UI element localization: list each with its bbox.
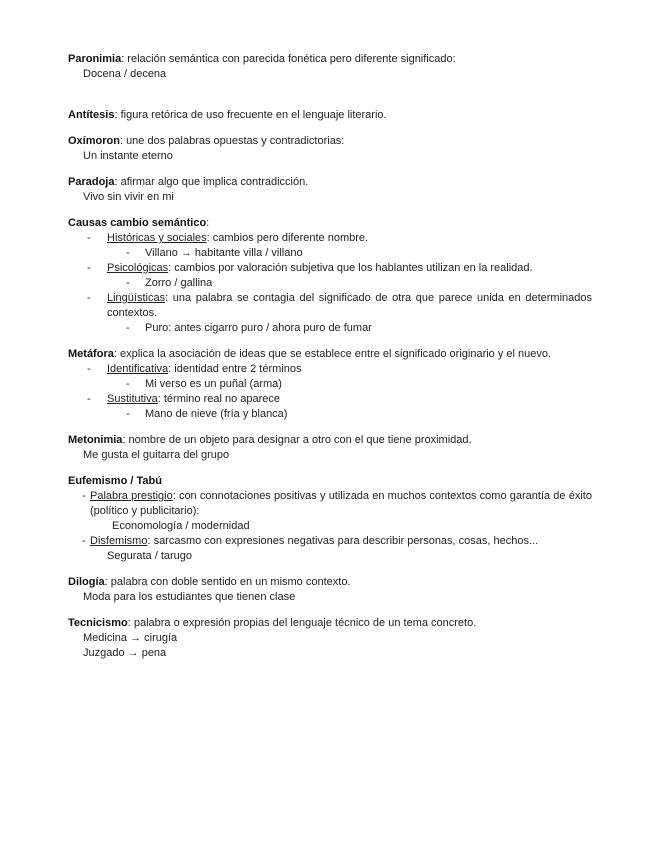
metonimia-example: Me gusta el guitarra del grupo — [83, 449, 230, 461]
list-item: - Psicológicas: cambios por valoración subjetiva que los hablantes utilizan en la realidad. — [87, 262, 533, 274]
item-text: : término real no aparece — [157, 393, 281, 405]
sub-item-text: Economología / modernidad — [112, 520, 250, 532]
item-label: Palabra prestigio — [90, 490, 173, 502]
term: Metáfora — [68, 348, 114, 360]
term: Antítesis — [68, 109, 115, 121]
list-item: - Palabra prestigio: con connotaciones positivas y utilizada en muchos contextos como garantía de éxito (político y publicitario): — [82, 490, 592, 517]
list-item: - Sustitutiva: término real no aparece — [87, 393, 281, 405]
list-item: - Disfemismo: sarcasmo con expresiones negativas para describir personas, cosas, hechos... — [82, 535, 539, 547]
definition-text: : afirmar algo que implica contradicción. — [114, 176, 309, 188]
list-item: - Lingüísticas: una palabra se contagia del significado de otra que parece unida en determinados contextos. — [87, 292, 592, 319]
sub-list-item: - Mi verso es un puñal (arma) — [126, 378, 282, 390]
item-label: Disfemismo — [90, 535, 148, 547]
item-label: Históricas y sociales — [107, 232, 207, 244]
term: Paronimia — [68, 53, 122, 65]
sub-item-text: Villano → habitante villa / villano — [145, 247, 303, 259]
sub-item-text: Puro: antes cigarro puro / ahora puro de fumar — [145, 322, 372, 334]
sub-item-text: Mi verso es un puñal (arma) — [145, 378, 282, 390]
definition-text: : nombre de un objeto para designar a otro con el que tiene proximidad. — [122, 434, 472, 446]
oximoron-example: Un instante eterno — [83, 150, 173, 162]
tecnicismo-example: Juzgado → pena — [83, 647, 167, 659]
metafora-definition — [68, 347, 592, 362]
metonimia-definition — [68, 433, 592, 448]
item-text: : sarcasmo con expresiones negativas para describir personas, cosas, hechos... — [147, 535, 539, 547]
item-label: Psicológicas — [107, 262, 169, 274]
sub-item-text: Zorro / gallina — [145, 277, 213, 289]
paronimia-example: Docena / decena — [83, 68, 167, 80]
sub-list-item: - Puro: antes cigarro puro / ahora puro de fumar — [126, 322, 372, 334]
sub-list-item: - Mano de nieve (fría y blanca) — [126, 408, 288, 420]
list-item: - Identificativa: identidad entre 2 términos — [87, 363, 302, 375]
paronimia-definition — [68, 52, 592, 67]
definition-text: : palabra o expresión propias del lenguaje técnico de un tema concreto. — [127, 617, 477, 629]
heading-colon: : — [206, 217, 210, 229]
sub-list-item: - Villano → habitante villa / villano — [126, 247, 303, 259]
term: Paradoja — [68, 176, 115, 188]
term: Dilogía — [68, 576, 105, 588]
dilogia-definition — [68, 575, 592, 590]
item-text: : cambios por valoración subjetiva que los hablantes utilizan en la realidad. — [168, 262, 533, 274]
sub-item-text: Mano de nieve (fría y blanca) — [145, 408, 288, 420]
tecnicismo-definition — [68, 616, 592, 631]
tecnicismo-example: Medicina → cirugía — [83, 632, 178, 644]
term: Causas cambio semántico — [68, 217, 207, 229]
term: Metonimia — [68, 434, 123, 446]
item-label: Identificativa — [107, 363, 169, 375]
item-text: : una palabra se contagia del significado de otra que parece unida en determinados contextos. — [107, 292, 592, 319]
definition-text: : palabra con doble sentido en un mismo contexto. — [104, 576, 351, 588]
paradoja-example: Vivo sin vivir en mi — [83, 191, 174, 203]
item-label: Lingüísticas — [107, 292, 166, 304]
causas-heading — [68, 216, 592, 231]
eufemismo-heading: Eufemismo / Tabú — [68, 475, 162, 487]
sub-item-text: Segurata / tarugo — [107, 550, 193, 562]
oximoron-definition — [68, 134, 592, 149]
term: Oxímoron — [68, 135, 120, 147]
item-text: : identidad entre 2 términos — [168, 363, 302, 375]
dilogia-example: Moda para los estudiantes que tienen clase — [83, 591, 296, 603]
item-text: : con connotaciones positivas y utilizada en muchos contextos como garantía de éxito (político y publicitario): — [90, 490, 592, 517]
definition-text: : explica la asociación de ideas que se establece entre el significado originario y el nuevo. — [113, 348, 552, 360]
list-item: - Históricas y sociales: cambios pero diferente nombre. — [87, 232, 369, 244]
antitesis-definition — [68, 108, 592, 123]
item-label: Sustitutiva — [107, 393, 158, 405]
definition-text: : relación semántica con parecida fonética pero diferente significado: — [121, 53, 456, 65]
sub-list-item: - Zorro / gallina — [126, 277, 213, 289]
definition-text: : une dos palabras opuestas y contradictorias: — [119, 135, 345, 147]
definition-text: : figura retórica de uso frecuente en el lenguaje literario. — [114, 109, 387, 121]
paradoja-definition — [68, 175, 592, 190]
document-page — [68, 52, 592, 661]
term: Tecnicismo — [68, 617, 128, 629]
item-text: : cambios pero diferente nombre. — [206, 232, 369, 244]
